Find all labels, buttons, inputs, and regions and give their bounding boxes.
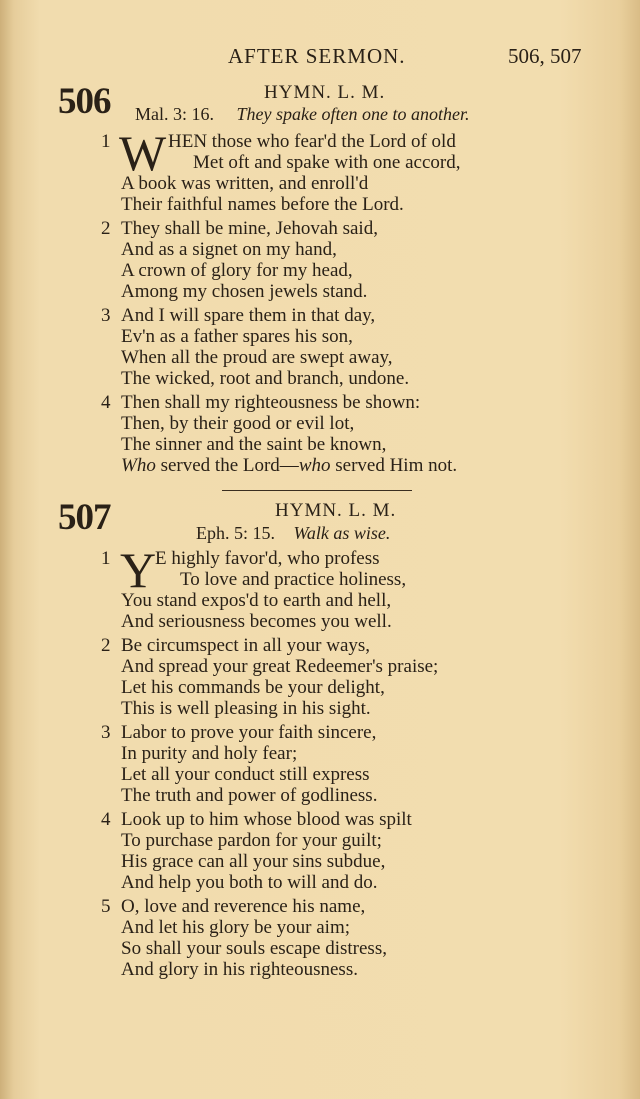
stanza-number: 1 <box>101 131 111 152</box>
scripture-reference: Mal. 3: 16. <box>135 104 214 124</box>
verse-line: O, love and reverence his name, <box>121 896 366 917</box>
section-divider <box>222 490 412 491</box>
hymn-number: 506 <box>58 81 111 122</box>
verse-line: And as a signet on my hand, <box>121 239 337 260</box>
verse-line: This is well pleasing in his sight. <box>121 698 371 719</box>
verse-line: Let his commands be your delight, <box>121 677 385 698</box>
stanza-number: 2 <box>101 218 111 239</box>
verse-line: Let all your conduct still express <box>121 764 370 785</box>
verse-line: To love and practice holiness, <box>180 569 407 590</box>
verse-fragment: served the Lord— <box>160 455 299 476</box>
page-header <box>0 44 640 74</box>
verse-line: Labor to prove your faith sincere, <box>121 722 377 743</box>
drop-cap: W <box>119 125 167 181</box>
verse-line: And I will spare them in that day, <box>121 305 376 326</box>
stanza-number: 3 <box>101 305 111 326</box>
scripture-line <box>135 104 469 125</box>
hymn-heading: HYMN. L. M. <box>275 500 397 521</box>
italic-word: who <box>298 455 331 476</box>
verse-line: In purity and holy fear; <box>121 743 298 764</box>
stanza-number: 5 <box>101 896 111 917</box>
verse-line: To purchase pardon for your guilt; <box>121 830 382 851</box>
verse-fragment: served Him not. <box>335 455 458 476</box>
stanza-number: 3 <box>101 722 111 743</box>
verse-line: A book was written, and enroll'd <box>121 173 369 194</box>
verse-line: Among my chosen jewels stand. <box>121 281 368 302</box>
verse-line: And glory in his righteousness. <box>121 959 358 980</box>
verse-line <box>121 455 457 477</box>
verse-line: His grace can all your sins subdue, <box>121 851 386 872</box>
verse-line: They shall be mine, Jehovah said, <box>121 218 378 239</box>
verse-line: Then, by their good or evil lot, <box>121 413 355 434</box>
verse-line: The truth and power of godliness. <box>121 785 378 806</box>
verse-line: And help you both to will and do. <box>121 872 378 893</box>
stanza-number: 1 <box>101 548 111 569</box>
verse-line: Ev'n as a father spares his son, <box>121 326 353 347</box>
verse-line: A crown of glory for my head, <box>121 260 353 281</box>
stanza-number: 2 <box>101 635 111 656</box>
verse-line: Their faithful names before the Lord. <box>121 194 404 215</box>
verse-line: Look up to him whose blood was spilt <box>121 809 412 830</box>
verse-line: The sinner and the saint be known, <box>121 434 387 455</box>
stanza-number: 4 <box>101 809 111 830</box>
verse-line: HEN those who fear'd the Lord of old <box>168 131 456 152</box>
stanza-number: 4 <box>101 392 111 413</box>
scripture-reference: Eph. 5: 15. <box>196 523 275 543</box>
verse-line: And spread your great Redeemer's praise; <box>121 656 439 677</box>
hymn-number: 507 <box>58 497 111 538</box>
verse-line: When all the proud are swept away, <box>121 347 393 368</box>
verse-line: So shall your souls escape distress, <box>121 938 387 959</box>
italic-word: Who <box>121 455 156 476</box>
verse-line: Met oft and spake with one accord, <box>193 152 461 173</box>
scripture-quote: Walk as wise. <box>293 523 391 543</box>
verse-line: Be circumspect in all your ways, <box>121 635 371 656</box>
scripture-quote: They spake often one to another. <box>236 104 470 124</box>
scripture-line <box>196 523 390 544</box>
verse-line: Then shall my righteousness be shown: <box>121 392 421 413</box>
hymn-heading: HYMN. L. M. <box>264 82 386 103</box>
page-numbers: 506, 507 <box>508 44 582 68</box>
verse-line: E highly favor'd, who profess <box>155 548 380 569</box>
verse-line: And let his glory be your aim; <box>121 917 351 938</box>
verse-line: You stand expos'd to earth and hell, <box>121 590 392 611</box>
running-title: AFTER SERMON. <box>228 44 406 68</box>
drop-cap: Y <box>120 542 157 598</box>
verse-line: The wicked, root and branch, undone. <box>121 368 410 389</box>
verse-line: And seriousness becomes you well. <box>121 611 392 632</box>
